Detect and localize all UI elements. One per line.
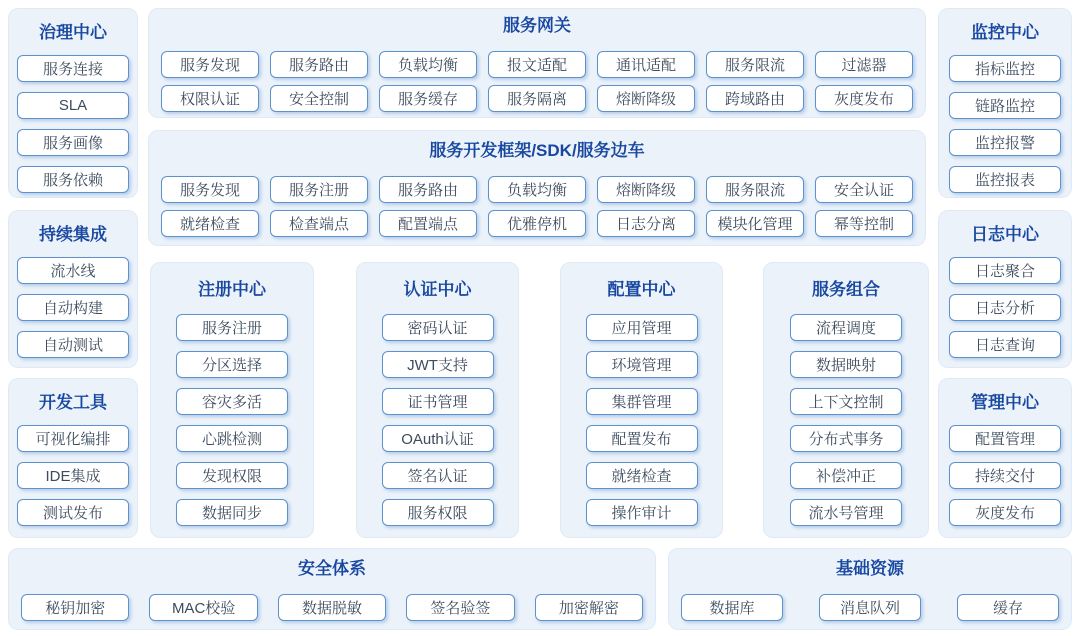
- registry-item: 容灾多活: [176, 388, 288, 415]
- panel-registry-items: [176, 314, 288, 526]
- panel-registry-title: 注册中心: [198, 280, 266, 299]
- sdk-item: 检查端点: [270, 210, 368, 237]
- sdk-item: 服务限流: [706, 176, 804, 203]
- composition-item: 补偿冲正: [790, 462, 902, 489]
- auth-item: OAuth认证: [382, 425, 494, 452]
- panel-monitoring-items: [949, 55, 1061, 193]
- panel-service-composition: [763, 262, 929, 538]
- config-item: 配置发布: [586, 425, 698, 452]
- panel-governance-items: [17, 55, 129, 193]
- sdk-item: 服务发现: [161, 176, 259, 203]
- resources-item: 消息队列: [819, 594, 921, 621]
- gateway-item: 通讯适配: [597, 51, 695, 78]
- gateway-item: 安全控制: [270, 85, 368, 112]
- panel-logging-items: [949, 257, 1061, 358]
- registry-item: 心跳检测: [176, 425, 288, 452]
- auth-item: JWT支持: [382, 351, 494, 378]
- panel-service-gateway: [148, 8, 926, 118]
- registry-item: 分区选择: [176, 351, 288, 378]
- panel-management-title: 管理中心: [971, 393, 1039, 412]
- panel-governance: [8, 8, 138, 198]
- panel-resources-items: [681, 594, 1059, 621]
- panel-basic-resources: [668, 548, 1072, 630]
- security-item: MAC校验: [149, 594, 257, 621]
- panel-resources-title: 基础资源: [836, 559, 904, 578]
- panel-dev-tools: [8, 378, 138, 538]
- panel-management-center: [938, 378, 1072, 538]
- panel-auth-title: 认证中心: [403, 280, 472, 299]
- panel-monitoring-title: 监控中心: [971, 23, 1039, 42]
- panel-config-items: [586, 314, 698, 526]
- composition-item: 上下文控制: [790, 388, 902, 415]
- registry-item: 数据同步: [176, 499, 288, 526]
- sdk-item: 配置端点: [379, 210, 477, 237]
- panel-registry-center: [150, 262, 314, 538]
- config-item: 环境管理: [586, 351, 698, 378]
- panel-log-center: [938, 210, 1072, 368]
- governance-item: 服务连接: [17, 55, 129, 82]
- management-item: 配置管理: [949, 425, 1061, 452]
- monitoring-item: 监控报警: [949, 129, 1061, 156]
- sdk-item: 负载均衡: [488, 176, 586, 203]
- ci-item: 流水线: [17, 257, 129, 284]
- sdk-item: 服务注册: [270, 176, 368, 203]
- security-item: 加密解密: [535, 594, 643, 621]
- composition-item: 分布式事务: [790, 425, 902, 452]
- security-item: 秘钥加密: [21, 594, 129, 621]
- panel-auth-items: [382, 314, 494, 526]
- sdk-item: 模块化管理: [706, 210, 804, 237]
- devtools-item: 可视化编排: [17, 425, 129, 452]
- panel-gateway-row-2: [161, 85, 913, 112]
- panel-sdk-row-2: [161, 210, 913, 237]
- management-item: 持续交付: [949, 462, 1061, 489]
- monitoring-item: 指标监控: [949, 55, 1061, 82]
- panel-devtools-title: 开发工具: [39, 393, 107, 412]
- composition-item: 数据映射: [790, 351, 902, 378]
- panel-continuous-integration: [8, 210, 138, 368]
- panel-gateway-row-1: [161, 51, 913, 78]
- sdk-item: 熔断降级: [597, 176, 695, 203]
- gateway-item: 服务限流: [706, 51, 804, 78]
- panel-config-center: [560, 262, 723, 538]
- resources-item: 缓存: [957, 594, 1059, 621]
- auth-item: 证书管理: [382, 388, 494, 415]
- registry-item: 服务注册: [176, 314, 288, 341]
- sdk-item: 安全认证: [815, 176, 913, 203]
- gateway-item: 服务缓存: [379, 85, 477, 112]
- devtools-item: IDE集成: [17, 462, 129, 489]
- panel-composition-title: 服务组合: [812, 280, 880, 299]
- logging-item: 日志聚合: [949, 257, 1061, 284]
- ci-item: 自动构建: [17, 294, 129, 321]
- sdk-item: 日志分离: [597, 210, 695, 237]
- config-item: 集群管理: [586, 388, 698, 415]
- management-item: 灰度发布: [949, 499, 1061, 526]
- panel-governance-title: 治理中心: [39, 23, 107, 42]
- sdk-item: 服务路由: [379, 176, 477, 203]
- gateway-item: 报文适配: [488, 51, 586, 78]
- sdk-item: 优雅停机: [488, 210, 586, 237]
- panel-security-system: [8, 548, 656, 630]
- panel-devtools-items: [17, 425, 129, 526]
- config-item: 应用管理: [586, 314, 698, 341]
- gateway-item: 服务路由: [270, 51, 368, 78]
- panel-ci-items: [17, 257, 129, 358]
- panel-security-title: 安全体系: [298, 559, 366, 578]
- gateway-item: 负载均衡: [379, 51, 477, 78]
- panel-auth-center: [356, 262, 519, 538]
- auth-item: 密码认证: [382, 314, 494, 341]
- panel-ci-title: 持续集成: [39, 225, 107, 244]
- panel-monitoring-center: [938, 8, 1072, 198]
- gateway-item: 服务隔离: [488, 85, 586, 112]
- governance-item: 服务依赖: [17, 166, 129, 193]
- panel-sdk-sidecar: [148, 130, 926, 246]
- gateway-item: 权限认证: [161, 85, 259, 112]
- governance-item: SLA: [17, 92, 129, 119]
- panel-sdk-row-1: [161, 176, 913, 203]
- monitoring-item: 监控报表: [949, 166, 1061, 193]
- panel-config-title: 配置中心: [607, 280, 676, 299]
- security-item: 签名验签: [406, 594, 514, 621]
- logging-item: 日志分析: [949, 294, 1061, 321]
- composition-item: 流程调度: [790, 314, 902, 341]
- auth-item: 签名认证: [382, 462, 494, 489]
- logging-item: 日志查询: [949, 331, 1061, 358]
- registry-item: 发现权限: [176, 462, 288, 489]
- gateway-item: 跨域路由: [706, 85, 804, 112]
- sdk-item: 就绪检查: [161, 210, 259, 237]
- gateway-item: 过滤器: [815, 51, 913, 78]
- sdk-item: 幂等控制: [815, 210, 913, 237]
- monitoring-item: 链路监控: [949, 92, 1061, 119]
- panel-management-items: [949, 425, 1061, 526]
- config-item: 操作审计: [586, 499, 698, 526]
- panel-security-items: [21, 594, 643, 621]
- security-item: 数据脱敏: [278, 594, 386, 621]
- composition-item: 流水号管理: [790, 499, 902, 526]
- devtools-item: 测试发布: [17, 499, 129, 526]
- panel-logging-title: 日志中心: [971, 225, 1039, 244]
- panel-sdk-title: 服务开发框架/SDK/服务边车: [429, 141, 645, 160]
- gateway-item: 服务发现: [161, 51, 259, 78]
- ci-item: 自动测试: [17, 331, 129, 358]
- panel-gateway-title: 服务网关: [503, 16, 571, 35]
- panel-composition-items: [790, 314, 902, 526]
- governance-item: 服务画像: [17, 129, 129, 156]
- gateway-item: 熔断降级: [597, 85, 695, 112]
- auth-item: 服务权限: [382, 499, 494, 526]
- gateway-item: 灰度发布: [815, 85, 913, 112]
- config-item: 就绪检查: [586, 462, 698, 489]
- resources-item: 数据库: [681, 594, 783, 621]
